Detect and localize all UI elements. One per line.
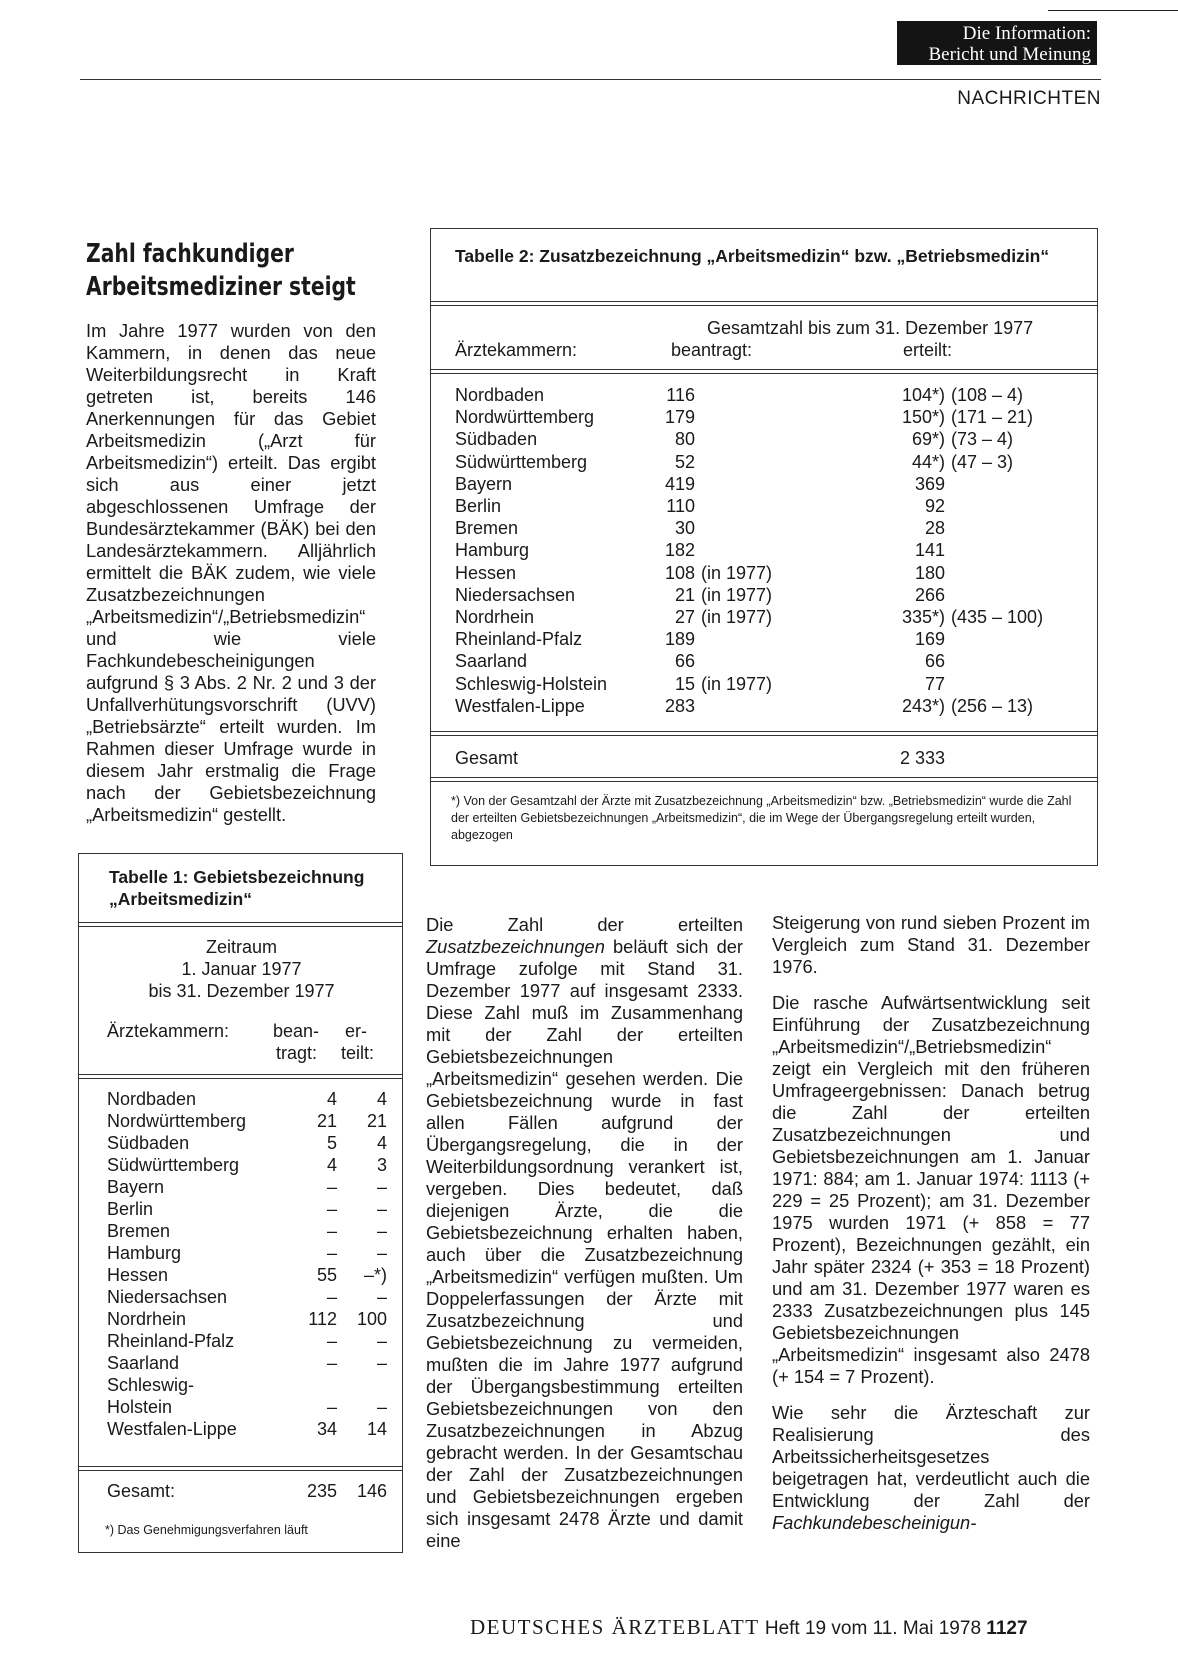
table-2-cell-erteilt: 28	[924, 518, 945, 539]
table-1-row	[107, 1286, 397, 1308]
section-badge	[897, 21, 1097, 65]
table-2-row	[455, 384, 1075, 406]
table-1-total-row	[107, 1480, 397, 1502]
header-rule	[80, 79, 1101, 80]
table-1-col-a-1: bean-	[273, 1021, 320, 1041]
article-right-column	[772, 912, 1090, 1548]
table-2-cell-name: Niedersachsen	[455, 584, 576, 605]
table-1-cell-beantragt: –	[326, 1353, 337, 1373]
table-2-cell-erteilt-calc: (73 – 4)	[951, 429, 1014, 450]
table-1-cell-name: Nordbaden	[107, 1089, 197, 1109]
table-2-cell-name: Südwürttemberg	[455, 451, 588, 472]
table-1-cell-beantragt: –	[326, 1397, 337, 1417]
table-2-cell-name: Nordwürttemberg	[455, 407, 595, 428]
table-1-row	[107, 1396, 397, 1418]
table-1-row	[107, 1308, 397, 1330]
table-1-cell-name: Schleswig-	[107, 1375, 195, 1395]
page-footer	[470, 1615, 1028, 1640]
right-p3-text: Wie sehr die Ärzteschaft zur Realisierung des Arbeitssicherheitsgesetzes beigetragen hat, verdeutlicht auch die Entwicklung der Zahl der	[772, 1402, 1090, 1511]
table-2-row	[455, 428, 1075, 450]
table-2-cell-erteilt-calc: (256 – 13)	[951, 695, 1034, 716]
table-2-cell-erteilt: 44*)	[911, 451, 945, 472]
table-2-cell-beantragt-note: (in 1977)	[701, 562, 773, 583]
table-2-cell-erteilt: 180	[914, 562, 945, 583]
table-1-cell-name: Nordwürttemberg	[107, 1111, 247, 1131]
table-1-row	[107, 1154, 397, 1176]
table-2-rule	[431, 301, 1097, 306]
left-paragraph: Im Jahre 1977 wurden von den Kammern, in denen das neue Weiterbildungsrecht in Kraft getreten ist, bereits 146 Anerkennungen für das Gebiet Arbeitsmedizin („Arzt für Arbeitsmedizin“) erteilt. Das ergibt sich aus einer jetzt abgeschlossenen Umfrage der Bundesärztekammer (BÄK) bei den Landesärztekammern. Alljährlich ermittelt die BÄK zudem, wie viele Zusatzbezeichnungen „Arbeitsmedizin“/„Betriebsmedizin“ und wie viele Fachkundebescheinigungen aufgrund § 3 Abs. 2 Nr. 2 und 3 der Unfallverhütungsvorschrift (UVV) „Betriebsärzte“ erteilt wurden. Im Rahmen dieser Umfrage wurde in diesem Jahr erstmalig die Frage nach der Gebietsbezeichnung „Arbeitsmedizin“ gestellt.	[86, 320, 376, 825]
table-2-cell-beantragt: 108	[664, 562, 695, 583]
table-2-cell-erteilt: 266	[914, 584, 945, 605]
table-1-period-2: 1. Januar 1977	[181, 959, 302, 979]
table-1-cell-beantragt: –	[326, 1199, 337, 1219]
table-1-cell-erteilt: 100	[356, 1309, 387, 1329]
article-left-column	[86, 320, 376, 840]
table-1-row	[107, 1352, 397, 1374]
table-1-col-a-2: tragt:	[276, 1043, 318, 1063]
table-2-row	[455, 517, 1075, 539]
table-2-cell-beantragt: 30	[674, 518, 695, 539]
table-1-cell-name: Berlin	[107, 1199, 154, 1219]
table-1-cell-erteilt: –	[376, 1243, 387, 1263]
table-1-cell-beantragt: –	[326, 1177, 337, 1197]
table-1-row	[107, 1110, 397, 1132]
table-2-cell-beantragt: 419	[664, 473, 695, 494]
table-2-cell-beantragt: 182	[664, 540, 695, 561]
article-middle-column	[426, 914, 743, 1566]
table-2-col-b: erteilt:	[903, 340, 953, 360]
table-1-cell-erteilt: –	[376, 1331, 387, 1351]
section-label: NACHRICHTEN	[957, 88, 1101, 109]
table-2-cell-erteilt: 335*)	[901, 607, 945, 627]
top-rule	[1048, 10, 1178, 11]
table-2-row	[455, 473, 1075, 495]
table-1-cell-erteilt: –	[376, 1199, 387, 1219]
table-2-cell-name: Westfalen-Lippe	[455, 695, 585, 716]
table-2-cell-erteilt: 169	[914, 629, 945, 650]
table-2-col-a: beantragt:	[671, 340, 753, 360]
table-2-row	[455, 695, 1075, 717]
table-1-cell-erteilt: –	[376, 1397, 387, 1417]
table-2-cell-erteilt: 150*)	[901, 407, 945, 428]
table-2-row	[455, 495, 1075, 517]
right-paragraph-2: Die rasche Aufwärtsentwicklung seit Einführung der Zusatzbezeichnung „Arbeitsmedizin“/„Betriebsmedizin“ zeigt ein Vergleich mit den früheren Umfrageergebnissen: Danach betrug die Zahl der erteilten Zusatzbezeichnungen und Gebietsbezeichnungen am 1. Januar 1971: 884; am 1. Januar 1974: 1113 (+ 229 = 25 Prozent); am 31. Dezember 1975 wurden 1971 (+ 858 = 77 Prozent), Bezeichnungen gezählt, ein Jahr später 2324 (+ 353 = 18 Prozent) und am 31. Dezember 1977 waren es 2333 Zusatzbezeichnungen plus 145 Gebietsbezeichnungen „Arbeitsmedizin“ insgesamt also 2478 (+ 154 = 7 Prozent).	[772, 992, 1090, 1387]
table-1-cell-beantragt: –	[326, 1331, 337, 1351]
table-2-cell-erteilt-calc: (47 – 3)	[951, 451, 1014, 472]
table-1-cell-name: Niedersachsen	[107, 1287, 228, 1307]
table-1-cell-erteilt: 4	[376, 1089, 387, 1109]
table-2-footnote: *) Von der Gesamtzahl der Ärzte mit Zusatzbezeichnung „Arbeitsmedizin“ bzw. „Betriebsmedizin“ wurde die Zahl der erteilten Gebietsbezeichnungen „Arbeitsmedizin“, die im Wege der Übergangsregelung erteilt wurden, abgezogen	[451, 794, 1072, 842]
table-1-cell-beantragt: –	[326, 1243, 337, 1263]
badge-line-1: Die Information:	[962, 23, 1091, 44]
table-2-cell-beantragt: 27	[674, 607, 695, 627]
table-1-cell-beantragt: 4	[326, 1089, 337, 1109]
table-1-cell-name: Südwürttemberg	[107, 1155, 240, 1175]
table-2-cell-name: Berlin	[455, 496, 502, 516]
table-1-row	[107, 1374, 397, 1396]
table-2-col-label: Ärztekammern:	[455, 340, 578, 360]
table-1-period-1: Zeitraum	[205, 937, 277, 957]
table-1-cell-erteilt: –*)	[363, 1265, 387, 1285]
table-2-cell-name: Schleswig-Holstein	[455, 673, 608, 694]
table-2-row	[455, 650, 1075, 672]
table-1-cell-name: Nordrhein	[107, 1309, 187, 1329]
table-2-total-b: 2 333	[899, 748, 945, 768]
table-1-cell-name: Saarland	[107, 1353, 180, 1373]
table-1-cell-erteilt: 14	[366, 1419, 387, 1439]
table-2-row	[455, 406, 1075, 428]
table-1-cell-erteilt: –	[376, 1221, 387, 1241]
table-2-cell-erteilt: 369	[914, 473, 945, 494]
table-1-col-b-2: teilt:	[341, 1043, 375, 1063]
table-2-cell-erteilt-calc: (108 – 4)	[951, 385, 1024, 405]
table-1-cell-erteilt: 3	[376, 1155, 387, 1175]
table-2-rule	[431, 777, 1097, 782]
table-1-total-a: 235	[306, 1481, 337, 1501]
table-1-cell-name: Holstein	[107, 1397, 173, 1417]
table-2-cell-erteilt: 69*)	[911, 429, 945, 450]
table-2-row	[455, 584, 1075, 606]
table-2-title: Tabelle 2: Zusatzbezeichnung „Arbeitsmedizin“ bzw. „Betriebsmedizin“	[455, 246, 1050, 266]
right-p3-emphasis: Fachkundebescheinigun-	[772, 1512, 977, 1533]
table-2-cell-beantragt: 110	[666, 496, 695, 516]
table-2-cell-name: Südbaden	[455, 429, 538, 450]
table-2-cell-erteilt: 243*)	[901, 695, 945, 716]
table-2-cell-beantragt: 52	[674, 451, 695, 472]
table-2-cell-name: Rheinland-Pfalz	[455, 629, 583, 650]
table-2-super-header: Gesamtzahl bis zum 31. Dezember 1977	[707, 318, 1034, 338]
table-2-cell-beantragt: 283	[664, 695, 695, 716]
table-1-cell-beantragt: 112	[308, 1309, 337, 1329]
table-1-cell-erteilt: –	[376, 1177, 387, 1197]
journal-name: DEUTSCHES ÄRZTEBLATT	[470, 1615, 760, 1639]
table-2-cell-erteilt: 77	[924, 673, 945, 694]
table-2-cell-erteilt: 92	[924, 496, 945, 516]
table-1-cell-beantragt: 21	[316, 1111, 337, 1131]
table-1-period-3: bis 31. Dezember 1977	[148, 981, 335, 1001]
table-2-cell-beantragt: 189	[664, 629, 695, 650]
table-2-cell-beantragt-note: (in 1977)	[701, 673, 773, 694]
table-1-total-label: Gesamt:	[107, 1481, 176, 1501]
table-2-row	[455, 673, 1075, 695]
table-1	[78, 853, 403, 1553]
badge-line-2: Bericht und Meinung	[928, 44, 1091, 65]
table-1-rule	[79, 922, 402, 927]
middle-text-start: Die Zahl der erteilten	[426, 914, 743, 935]
table-1-cell-beantragt: –	[326, 1221, 337, 1241]
table-1-cell-beantragt: 5	[326, 1133, 337, 1153]
table-2-cell-beantragt: 21	[674, 584, 695, 605]
table-1-row	[107, 1176, 397, 1198]
table-1-cell-name: Rheinland-Pfalz	[107, 1331, 235, 1351]
table-2-cell-name: Saarland	[455, 651, 528, 672]
table-2-rule	[431, 731, 1097, 736]
table-1-cell-erteilt: –	[376, 1353, 387, 1373]
table-1-rule	[79, 1466, 402, 1471]
table-2-cell-beantragt: 15	[674, 673, 695, 694]
table-2-cell-name: Nordrhein	[455, 607, 535, 627]
table-1-cell-name: Bayern	[107, 1177, 165, 1197]
table-1-cell-name: Westfalen-Lippe	[107, 1419, 237, 1439]
table-1-cell-beantragt: 55	[316, 1265, 337, 1285]
table-2-row	[455, 539, 1075, 561]
table-2-cell-beantragt: 116	[666, 385, 695, 405]
table-2-cell-name: Bremen	[455, 518, 519, 539]
table-2-cell-erteilt-calc: (171 – 21)	[951, 407, 1034, 428]
table-1-row	[107, 1264, 397, 1286]
table-1-total-b: 146	[356, 1481, 387, 1501]
headline-line-1: Zahl fachkundiger	[86, 239, 294, 269]
table-2-cell-beantragt: 179	[664, 407, 695, 428]
table-2-cell-erteilt: 104*)	[901, 385, 945, 405]
table-2-cell-erteilt: 66	[924, 651, 945, 672]
table-1-cell-name: Bremen	[107, 1221, 171, 1241]
table-2-cell-name: Nordbaden	[455, 385, 545, 405]
table-2-row	[455, 628, 1075, 650]
table-1-cell-erteilt: 21	[366, 1111, 387, 1131]
right-paragraph-3	[772, 1402, 1090, 1534]
table-2-total-label: Gesamt	[455, 748, 519, 768]
table-2-cell-beantragt: 66	[674, 651, 695, 672]
table-2-row	[455, 562, 1075, 584]
table-2-total-row	[455, 747, 1075, 769]
page-number: 1127	[986, 1618, 1028, 1639]
right-paragraph-1: Steigerung von rund sieben Prozent im Vergleich zum Stand 31. Dezember 1976.	[772, 912, 1090, 977]
table-1-title: Tabelle 1: Gebietsbezeichnung „Arbeitsmedizin“	[109, 867, 365, 909]
table-2	[430, 228, 1098, 866]
table-1-cell-erteilt: –	[376, 1287, 387, 1307]
table-2-cell-beantragt: 80	[674, 429, 695, 450]
table-2-cell-name: Hessen	[455, 562, 517, 583]
table-1-rule	[79, 1074, 402, 1079]
table-2-row	[455, 606, 1075, 628]
table-2-row	[455, 451, 1075, 473]
table-2-cell-beantragt-note: (in 1977)	[701, 607, 773, 627]
middle-text-rest: beläuft sich der Umfrage zufolge mit Stand 31. Dezember 1977 auf insgesamt 2333. Diese Zahl muß im Zusammenhang mit der Zahl der erteilten Gebietsbezeichnungen „Arbeitsmedizin“ gesehen werden. Die Gebietsbezeichnung wurde in fast allen Fällen aufgrund der Übergangsregelung, die in der Weiterbildungsordnung verankert ist, vergeben. Dies bedeutet, daß diejenigen Ärzte, die die Gebietsbezeichnung erhalten haben, auch über die Zusatzbezeichnung „Arbeitsmedizin“ verfügen mußten. Um Doppelerfassungen der Ärzte mit Zusatzbezeichnung und Gebietsbezeichnung zu vermeiden, mußten die im Jahre 1977 aufgrund der Übergangsbestimmung erteilten Gebietsbezeichnungen von den Zusatzbezeichnungen in Abzug gebracht werden. In der Gesamtschau der Zahl der Zusatzbezeichnungen und Gebietsbezeichnungen ergeben sich insgesamt 2478 Ärzte und damit eine	[426, 936, 743, 1551]
table-1-cell-beantragt: –	[326, 1287, 337, 1307]
headline-line-2: Arbeitsmediziner steigt	[86, 272, 356, 302]
issue-info: Heft 19 vom 11. Mai 1978	[764, 1618, 982, 1639]
table-1-cell-erteilt: 4	[376, 1133, 387, 1153]
middle-paragraph	[426, 914, 743, 1552]
table-2-cell-name: Hamburg	[455, 540, 530, 561]
table-1-cell-beantragt: 34	[316, 1419, 337, 1439]
table-1-row	[107, 1132, 397, 1154]
table-1-cell-beantragt: 4	[326, 1155, 337, 1175]
table-1-cell-name: Hamburg	[107, 1243, 182, 1263]
table-1-cell-name: Hessen	[107, 1265, 169, 1285]
table-1-col-b-1: er-	[345, 1021, 367, 1041]
table-2-cell-name: Bayern	[455, 473, 513, 494]
table-2-cell-beantragt-note: (in 1977)	[701, 584, 773, 605]
table-1-row	[107, 1418, 397, 1440]
table-1-row	[107, 1088, 397, 1110]
table-2-rule	[431, 369, 1097, 374]
middle-text-emphasis: Zusatzbezeichnungen	[426, 936, 605, 957]
table-1-row	[107, 1198, 397, 1220]
table-1-col-label: Ärztekammern:	[107, 1021, 230, 1041]
table-1-row	[107, 1242, 397, 1264]
table-2-cell-erteilt-calc: (435 – 100)	[951, 607, 1044, 627]
table-1-row	[107, 1330, 397, 1352]
article-headline	[86, 238, 356, 304]
table-2-cell-erteilt: 141	[914, 540, 945, 561]
table-1-cell-name: Südbaden	[107, 1133, 190, 1153]
table-1-row	[107, 1220, 397, 1242]
table-1-footnote: *) Das Genehmigungsverfahren läuft	[105, 1523, 308, 1537]
